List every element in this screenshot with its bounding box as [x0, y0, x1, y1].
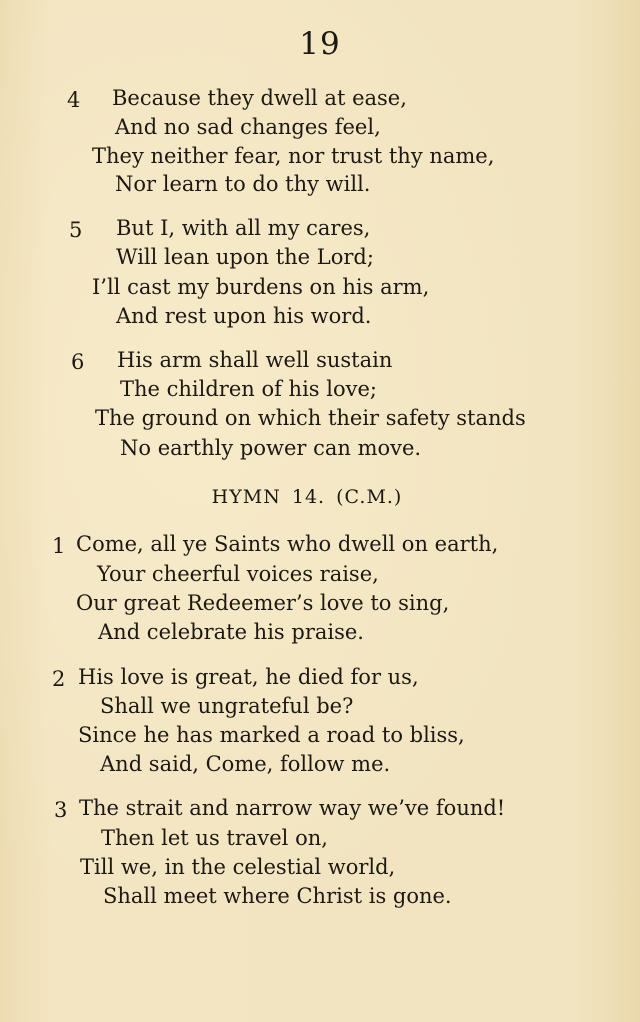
- verse-line: They neither fear, nor trust thy name,: [92, 144, 495, 168]
- verse-number: 4: [67, 88, 81, 112]
- verse-line: No earthly power can move.: [120, 436, 422, 460]
- verse-line: Since he has marked a road to bliss,: [78, 723, 465, 747]
- verse-line: The children of his love;: [120, 377, 377, 401]
- verse-line: And no sad changes feel,: [115, 115, 381, 139]
- page-number: 19: [299, 26, 341, 62]
- verse-line: His arm shall well sustain: [117, 348, 393, 372]
- verse-line: Come, all ye Saints who dwell on earth,: [76, 532, 499, 556]
- verse-number: 3: [54, 798, 68, 822]
- verse-line: Because they dwell at ease,: [112, 86, 407, 110]
- verse-line: His love is great, he died for us,: [78, 665, 419, 689]
- verse-line: But I, with all my cares,: [116, 216, 371, 240]
- verse-line: Your cheerful voices raise,: [97, 562, 379, 586]
- verse-line: Our great Redeemer’s love to sing,: [76, 591, 450, 615]
- verse-line: I’ll cast my burdens on his arm,: [92, 275, 430, 299]
- verse-line: The strait and narrow way we’ve found!: [79, 796, 506, 820]
- verse-line: Will lean upon the Lord;: [116, 245, 374, 269]
- verse-line: Nor learn to do thy will.: [115, 172, 371, 196]
- verse-line: The ground on which their safety stands: [95, 406, 526, 430]
- verse-line: Then let us travel on,: [101, 826, 328, 850]
- verse-number: 6: [71, 350, 85, 374]
- verse-line: And rest upon his word.: [116, 304, 372, 328]
- verse-number: 5: [69, 218, 83, 242]
- verse-line: And said, Come, follow me.: [100, 752, 391, 776]
- verse-number: 1: [52, 534, 66, 558]
- verse-line: Shall meet where Christ is gone.: [103, 884, 452, 908]
- verse-number: 2: [52, 667, 66, 691]
- verse-line: Till we, in the celestial world,: [80, 855, 396, 879]
- hymn-title: HYMN 14. (C.M.): [211, 486, 403, 508]
- verse-line: Shall we ungrateful be?: [100, 694, 354, 718]
- verse-line: And celebrate his praise.: [98, 620, 364, 644]
